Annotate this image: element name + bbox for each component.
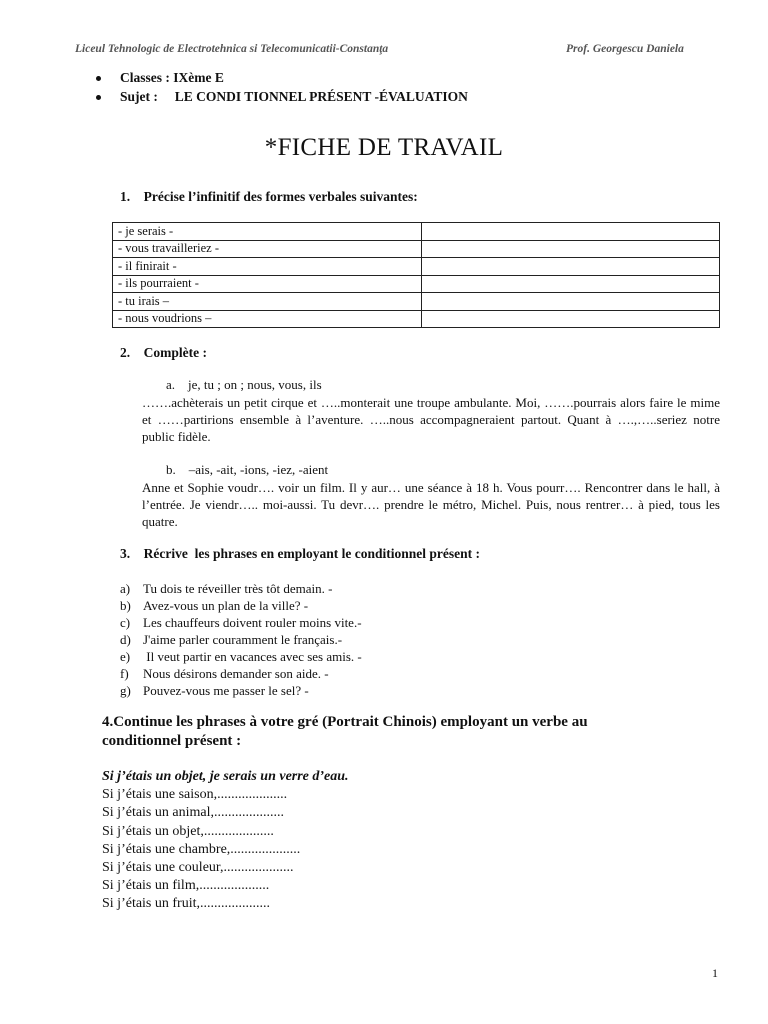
section2-heading: 2. Complète : bbox=[120, 345, 207, 360]
bullet-icon bbox=[96, 95, 101, 100]
table-cell-answer[interactable] bbox=[422, 293, 720, 311]
portrait-line: Si j’étais une saison,.................... bbox=[102, 787, 288, 803]
table-row bbox=[113, 275, 720, 293]
table-cell-answer[interactable] bbox=[422, 310, 720, 328]
portrait-chinois bbox=[102, 768, 349, 914]
section2-b-text: Anne et Sophie voudr…. voir un film. Il y aur… une séance à 18 h. Vous pourr…. Rencontrer dans le hall, à l’entrée. Je viendr….. moi-aussi. Tu devr…. prendre le métro, Michel. Puis, nous rentrer… à pied, tous les quatre. bbox=[142, 480, 720, 529]
list-item-text: Il veut partir en vacances avec ses amis. - bbox=[143, 649, 362, 664]
section1-heading: 1. Précise l’infinitif des formes verbales suivantes: bbox=[120, 189, 418, 204]
verb-forms-table bbox=[112, 222, 720, 328]
meta-subject-label: Sujet : LE CONDI TIONNEL PRÉSENT -ÉVALUATION bbox=[120, 89, 468, 104]
portrait-line: Si j’étais un fruit,.................... bbox=[102, 896, 270, 912]
list-item-letter: f) bbox=[120, 666, 129, 681]
bullet-icon bbox=[96, 76, 101, 81]
list-item-letter: b) bbox=[120, 598, 131, 613]
table-cell-form: - tu irais – bbox=[113, 293, 422, 311]
table-row bbox=[113, 310, 720, 328]
table-row bbox=[113, 258, 720, 276]
list-item-letter: g) bbox=[120, 683, 131, 698]
section4-heading: 4.Continue les phrases à votre gré (Portrait Chinois) employant un verbe au conditionnel présent : bbox=[102, 714, 588, 749]
table-cell-form: - nous voudrions – bbox=[113, 310, 422, 328]
table-cell-form: - je serais - bbox=[113, 223, 422, 241]
list-item-letter: a) bbox=[120, 581, 131, 596]
table-cell-form: - il finirait - bbox=[113, 258, 422, 276]
table-row bbox=[113, 223, 720, 241]
table-cell-answer[interactable] bbox=[422, 240, 720, 258]
portrait-line: Si j’étais un animal,.................... bbox=[102, 805, 284, 821]
section2-a-text: …….achèterais un petit cirque et …..monterait une troupe ambulante. Moi, …….pourrais alors faire le mime et ……partirions ensemble à l’aventure. …..nous accompagneraient partout. Quant à ….,…..seriez notre public fidèle. bbox=[142, 395, 720, 444]
portrait-example: Si j’étais un objet, je serais un verre d’eau. bbox=[102, 769, 349, 784]
portrait-line: Si j’étais un objet,.................... bbox=[102, 823, 274, 839]
section2-a-label: a. je, tu ; on ; nous, vous, ils bbox=[166, 377, 322, 392]
header-school: Liceul Tehnologic de Electrotehnica si Telecomunicatii-Constanţa bbox=[75, 43, 389, 55]
page-number: 1 bbox=[712, 966, 718, 980]
table-cell-form: - vous travailleriez - bbox=[113, 240, 422, 258]
portrait-line: Si j’étais un film,.................... bbox=[102, 878, 270, 894]
list-item-text: Tu dois te réveiller très tôt demain. - bbox=[143, 581, 333, 596]
list-item-text: J'aime parler couramment le français.- bbox=[143, 632, 343, 647]
list-item-letter: e) bbox=[120, 649, 131, 664]
header-author: Prof. Georgescu Daniela bbox=[566, 43, 684, 55]
list-item-text: Les chauffeurs doivent rouler moins vite.- bbox=[143, 615, 362, 630]
section2-b-label: b. –ais, -ait, -ions, -iez, -aient bbox=[166, 462, 329, 477]
list-item-text: Avez-vous un plan de la ville? - bbox=[143, 598, 309, 613]
table-cell-answer[interactable] bbox=[422, 223, 720, 241]
list-item-letter: c) bbox=[120, 615, 131, 630]
list-item-text: Pouvez-vous me passer le sel? - bbox=[143, 683, 309, 698]
table-cell-form: - ils pourraient - bbox=[113, 275, 422, 293]
list-item-text: Nous désirons demander son aide. - bbox=[143, 666, 329, 681]
table-cell-answer[interactable] bbox=[422, 258, 720, 276]
section3-heading: 3. Récrive les phrases en employant le conditionnel présent : bbox=[120, 546, 480, 561]
page-title: *FICHE DE TRAVAIL bbox=[264, 134, 504, 161]
meta-classes-label: Classes : IXème E bbox=[120, 70, 224, 85]
portrait-line: Si j’étais une couleur,.................... bbox=[102, 860, 294, 876]
table-row bbox=[113, 293, 720, 311]
portrait-line: Si j’étais une chambre,.................... bbox=[102, 841, 301, 857]
table-row bbox=[113, 240, 720, 258]
list-item-letter: d) bbox=[120, 632, 131, 647]
table-cell-answer[interactable] bbox=[422, 275, 720, 293]
